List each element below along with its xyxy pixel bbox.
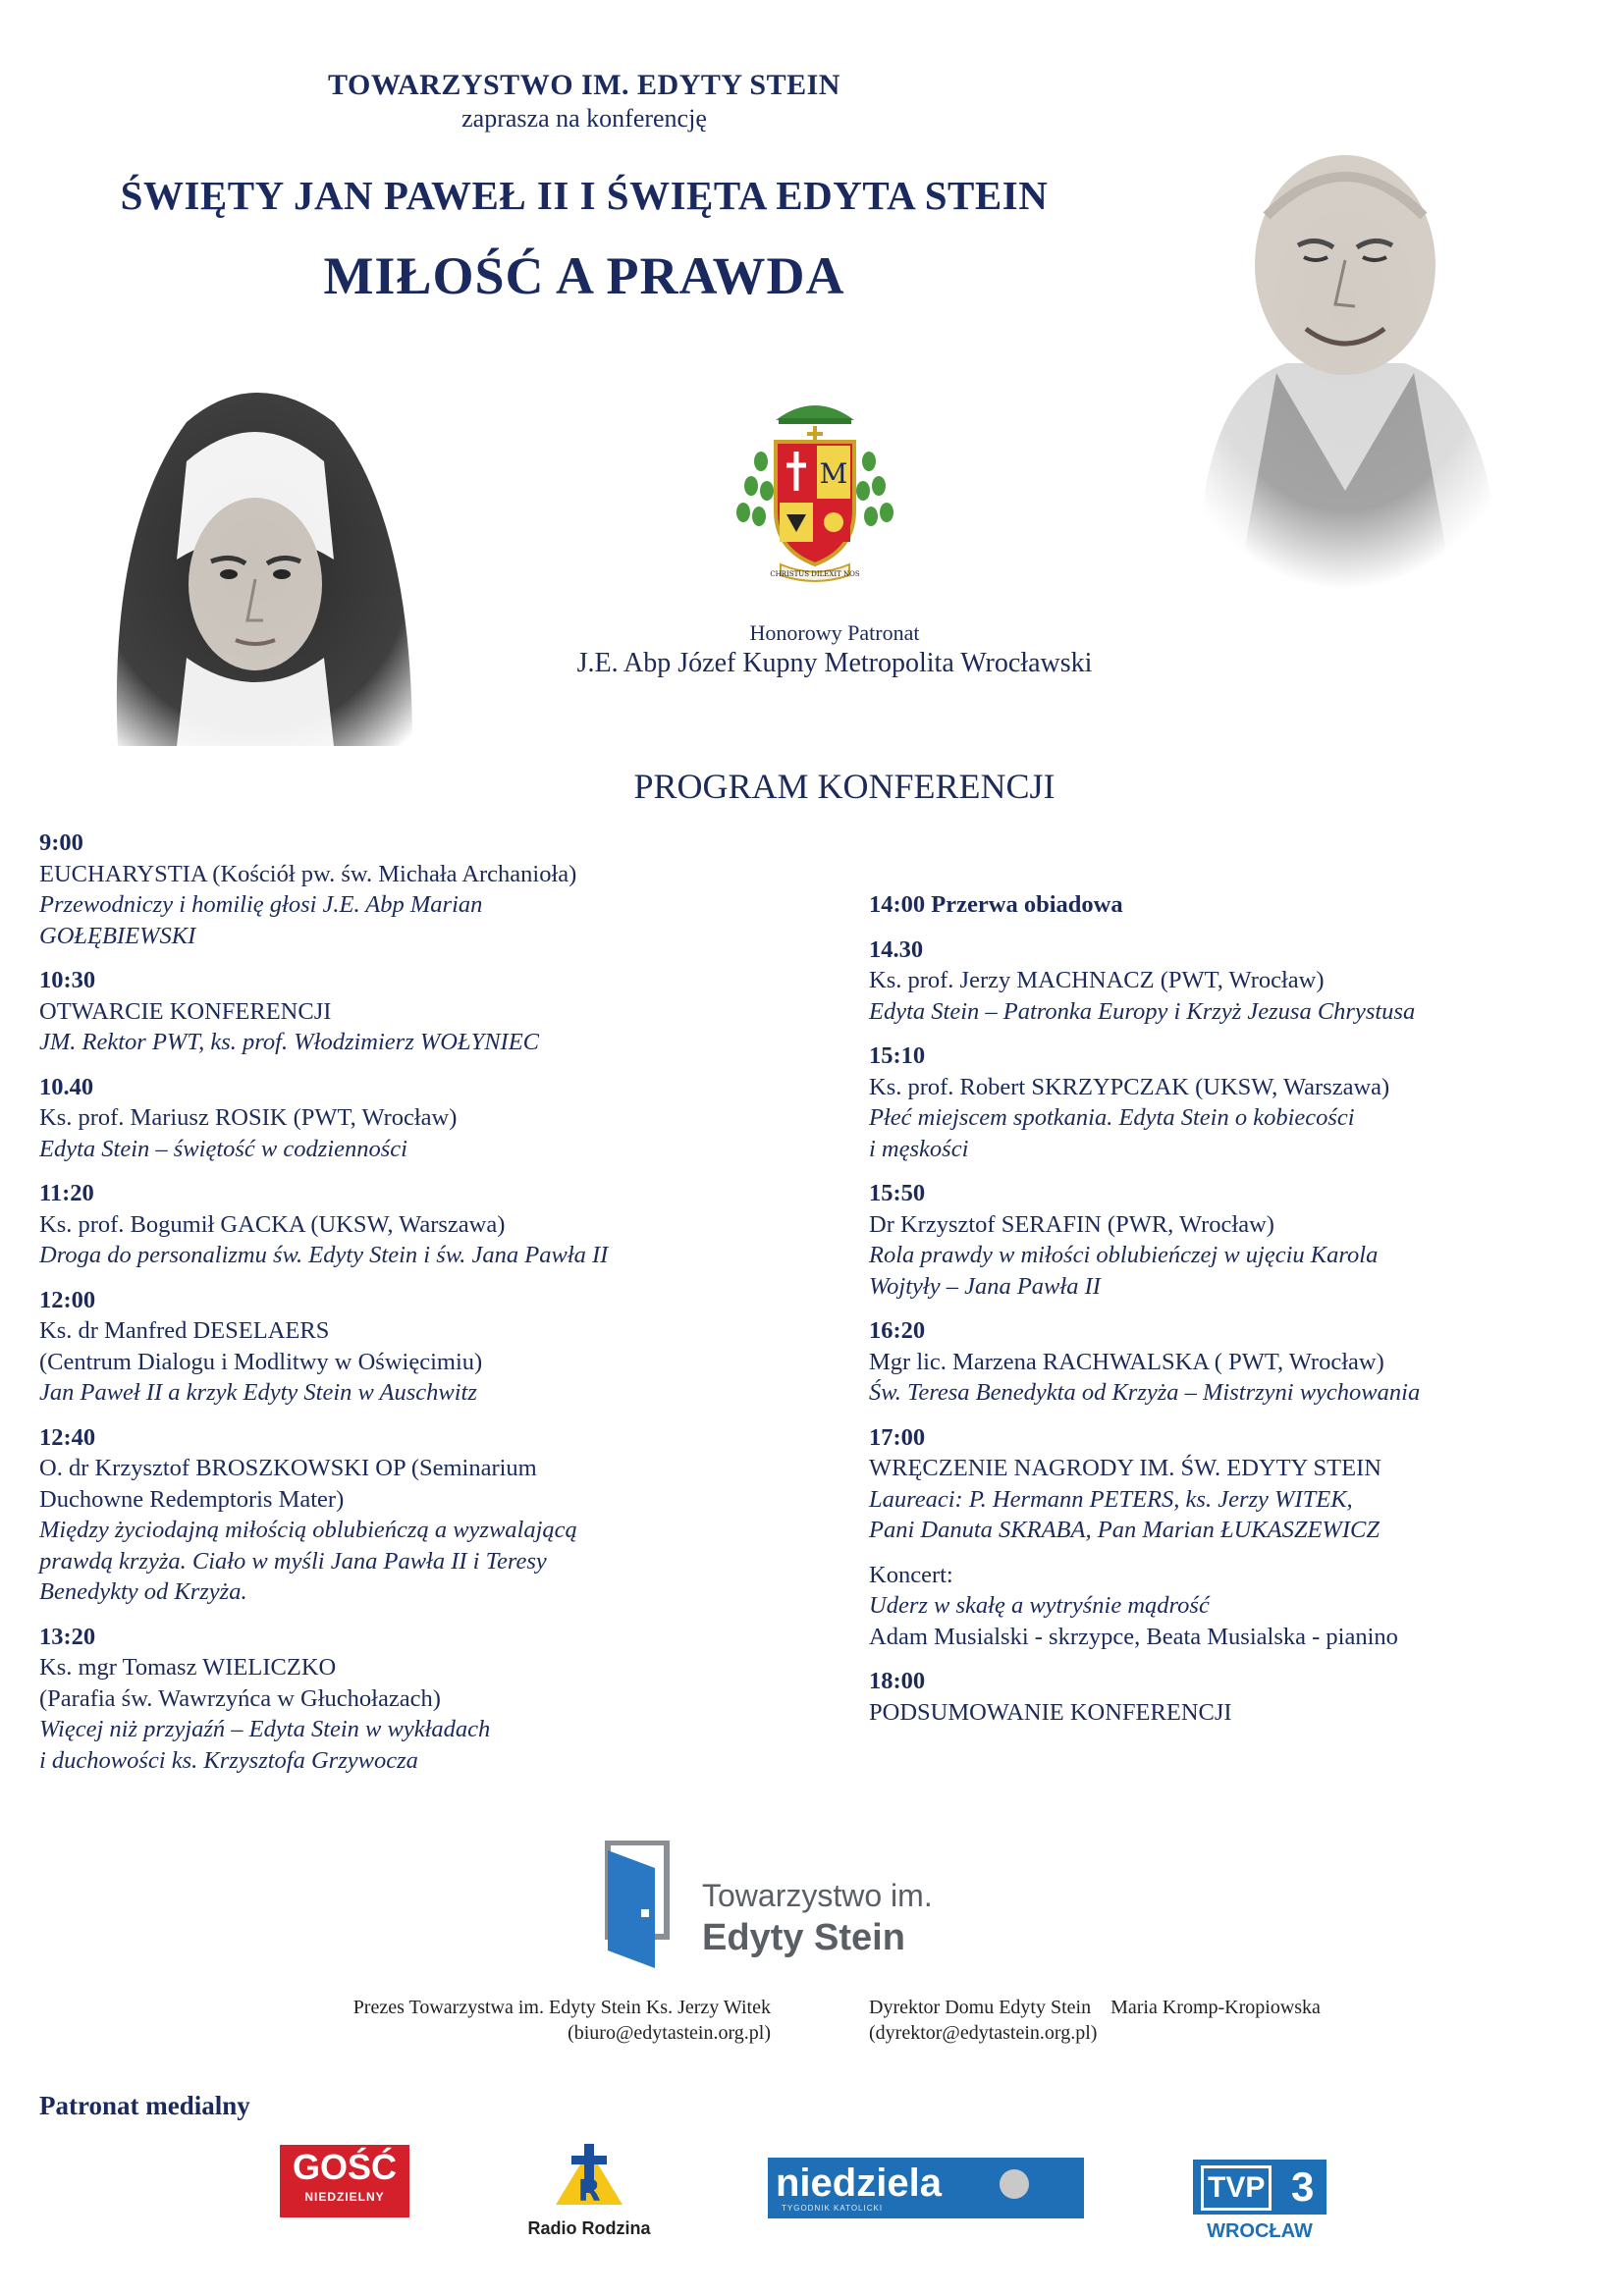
program-talk-title: Pani Danuta SKRABA, Pan Marian ŁUKASZEWICZ bbox=[869, 1517, 1380, 1543]
program-title: PROGRAM KONFERENCJI bbox=[633, 767, 1056, 806]
gosc-logo-bottom: NIEDZIELNY bbox=[304, 2190, 385, 2204]
conference-title: ŚWIĘTY JAN PAWEŁ II I ŚWIĘTA EDYTA STEIN bbox=[120, 173, 1049, 218]
program-item bbox=[869, 1666, 1615, 1728]
society-logo bbox=[604, 1841, 977, 1968]
program-talk-title: Wojtyły – Jana Pawła II bbox=[869, 1272, 1101, 1300]
program-time: 12:40 bbox=[39, 1423, 96, 1451]
program-time: 14:00 Przerwa obiadowa bbox=[869, 891, 1123, 918]
tvp3-badge bbox=[1193, 2160, 1326, 2215]
program-speaker: Duchowne Redemptoris Mater) bbox=[39, 1485, 345, 1513]
program-time: 15:50 bbox=[869, 1180, 926, 1206]
program-speaker: Ks. prof. Robert SKRZYPCZAK (UKSW, Warszawa) bbox=[869, 1073, 1390, 1100]
program-talk-title: i duchowości ks. Krzysztofa Grzywocza bbox=[39, 1746, 418, 1774]
program-talk-title: Edyta Stein – świętość w codzienności bbox=[39, 1135, 407, 1162]
media-patronage-label: Patronat medialny bbox=[39, 2091, 250, 2120]
program-talk-title: Uderz w skałę a wytryśnie mądrość bbox=[869, 1592, 1210, 1619]
program-speaker: (Centrum Dialogu i Modlitwy w Oświęcimiu) bbox=[39, 1348, 483, 1375]
gosc-logo-top: GOŚĆ bbox=[292, 2147, 397, 2187]
program-speaker: Ks. mgr Tomasz WIELICZKO bbox=[39, 1654, 337, 1681]
program-speaker: WRĘCZENIE NAGRODY IM. ŚW. EDYTY STEIN bbox=[869, 1455, 1381, 1481]
program-speaker: Koncert: bbox=[869, 1561, 953, 1588]
program-item bbox=[39, 1178, 844, 1271]
program-talk-title: Jan Paweł II a krzyk Edyty Stein w Auschwitz bbox=[39, 1379, 477, 1406]
tvp-number: 3 bbox=[1291, 2163, 1315, 2210]
contact-director bbox=[869, 1995, 1458, 2046]
program-talk-title: Przewodniczy i homilię głosi J.E. Abp Marian bbox=[39, 891, 483, 918]
tvp-text: TVP bbox=[1201, 2165, 1272, 2211]
program-time: 10:30 bbox=[39, 967, 96, 993]
program-time: 15:10 bbox=[869, 1042, 926, 1069]
program-item bbox=[869, 1041, 1615, 1164]
niedziela-logo-text: niedziela bbox=[776, 2162, 942, 2205]
coat-of-arms-icon bbox=[722, 393, 908, 589]
program-speaker: Dr Krzysztof SERAFIN (PWR, Wrocław) bbox=[869, 1210, 1274, 1238]
edith-stein-portrait bbox=[39, 334, 471, 805]
program-talk-title: Benedykty od Krzyża. bbox=[39, 1578, 247, 1605]
contact-president-email: (biuro@edytastein.org.pl) bbox=[568, 2022, 771, 2044]
program-time: 13:20 bbox=[39, 1623, 96, 1650]
program-time: 11:20 bbox=[39, 1180, 94, 1206]
radio-rodzina-label: Radio Rodzina bbox=[527, 2218, 651, 2238]
patronage-name: J.E. Abp Józef Kupny Metropolita Wrocławski bbox=[576, 648, 1093, 678]
gosc-niedzielny-logo bbox=[280, 2145, 409, 2217]
program-speaker: OTWARCIE KONFERENCJI bbox=[39, 997, 332, 1025]
program-item bbox=[39, 1622, 844, 1777]
program-talk-title: Więcej niż przyjaźń – Edyta Stein w wykładach bbox=[39, 1716, 491, 1742]
program-speaker: Ks. prof. Bogumił GACKA (UKSW, Warszawa) bbox=[39, 1210, 506, 1238]
program-speaker: Adam Musialski - skrzypce, Beata Musialska - pianino bbox=[869, 1623, 1398, 1650]
program-talk-title: Edyta Stein – Patronka Europy i Krzyż Jezusa Chrystusa bbox=[869, 997, 1416, 1025]
radio-rodzina-icon bbox=[552, 2140, 626, 2209]
program-talk-title: Św. Teresa Benedykta od Krzyża – Mistrzyni wychowania bbox=[869, 1379, 1421, 1406]
program-talk-title: i męskości bbox=[869, 1135, 969, 1162]
invite-text: zaprasza na konferencję bbox=[461, 104, 707, 133]
patronage-label: Honorowy Patronat bbox=[749, 620, 920, 645]
program-item bbox=[869, 889, 1615, 921]
program-item bbox=[39, 965, 844, 1058]
program-speaker: (Parafia św. Wawrzyńca w Głuchołazach) bbox=[39, 1684, 441, 1712]
program-time: 16:20 bbox=[869, 1317, 926, 1344]
program-talk-title: prawdą krzyża. Ciało w myśli Jana Pawła II i Teresy bbox=[39, 1547, 547, 1575]
program-item bbox=[39, 1072, 844, 1165]
program-time: 12:00 bbox=[39, 1286, 96, 1313]
program-item bbox=[39, 1422, 844, 1608]
niedziela-logo-sub: TYGODNIK KATOLICKI bbox=[782, 2204, 884, 2213]
contact-president bbox=[255, 1995, 771, 2046]
program-time: 14.30 bbox=[869, 935, 924, 963]
program-talk-title: GOŁĘBIEWSKI bbox=[39, 922, 196, 949]
john-paul-ii-portrait bbox=[1159, 79, 1532, 589]
coat-of-arms-motto: CHRISTUS DILEXIT NOS bbox=[770, 570, 860, 578]
program-item bbox=[869, 1422, 1615, 1546]
program-item bbox=[869, 1178, 1615, 1302]
conference-subtitle: MIŁOŚĆ A PRAWDA bbox=[323, 246, 845, 305]
program-speaker: EUCHARYSTIA (Kościół pw. św. Michała Archanioła) bbox=[39, 860, 577, 887]
program-talk-title: JM. Rektor PWT, ks. prof. Włodzimierz WOŁYNIEC bbox=[39, 1029, 540, 1055]
program-talk-title: Płeć miejscem spotkania. Edyta Stein o kobiecości bbox=[869, 1104, 1355, 1131]
door-logo-icon bbox=[604, 1841, 682, 1968]
contact-president-name: Prezes Towarzystwa im. Edyty Stein Ks. Jerzy Witek bbox=[352, 1997, 771, 2018]
program-item bbox=[869, 934, 1615, 1028]
program-time: 9:00 bbox=[39, 829, 83, 856]
radio-rodzina-logo bbox=[511, 2140, 668, 2248]
program-item bbox=[869, 1315, 1615, 1409]
program-time: 18:00 bbox=[869, 1668, 926, 1694]
program-speaker: Ks. prof. Jerzy MACHNACZ (PWT, Wrocław) bbox=[869, 967, 1325, 993]
program-talk-title: Między życiodajną miłością oblubieńczą a wyzwalającą bbox=[39, 1517, 577, 1543]
contact-director-email: (dyrektor@edytastein.org.pl) bbox=[869, 2022, 1098, 2044]
program-time: 17:00 bbox=[869, 1423, 926, 1451]
program-item bbox=[39, 1285, 844, 1409]
program-item bbox=[869, 1560, 1615, 1653]
organizer-name: TOWARZYSTWO IM. EDYTY STEIN bbox=[328, 69, 840, 101]
tvp-city: WROCŁAW bbox=[1207, 2220, 1313, 2242]
program-speaker: Mgr lic. Marzena RACHWALSKA ( PWT, Wrocław) bbox=[869, 1348, 1384, 1375]
society-logo-line2: Edyty Stein bbox=[702, 1917, 905, 1958]
program-right-column bbox=[869, 889, 1615, 1741]
program-time: 10.40 bbox=[39, 1073, 94, 1100]
program-item bbox=[39, 828, 844, 951]
program-talk-title: Droga do personalizmu św. Edyty Stein i św. Jana Pawła II bbox=[39, 1242, 609, 1268]
program-speaker: O. dr Krzysztof BROSZKOWSKI OP (Seminarium bbox=[39, 1455, 537, 1481]
contact-director-name: Dyrektor Domu Edyty Stein Maria Kromp-Kropiowska bbox=[869, 1997, 1321, 2018]
program-speaker: Ks. prof. Mariusz ROSIK (PWT, Wrocław) bbox=[39, 1104, 458, 1131]
program-talk-title: Laureaci: P. Hermann PETERS, ks. Jerzy WITEK, bbox=[869, 1485, 1353, 1513]
program-left-column bbox=[39, 828, 844, 1789]
niedziela-globe-icon bbox=[1000, 2169, 1029, 2199]
tvp3-logo bbox=[1191, 2160, 1328, 2248]
program-talk-title: Rola prawdy w miłości oblubieńczej w ujęciu Karola bbox=[869, 1242, 1379, 1268]
svg-text:M: M bbox=[819, 457, 848, 490]
program-speaker: Ks. dr Manfred DESELAERS bbox=[39, 1317, 330, 1344]
society-logo-line1: Towarzystwo im. bbox=[702, 1878, 933, 1913]
program-speaker: PODSUMOWANIE KONFERENCJI bbox=[869, 1698, 1232, 1726]
niedziela-logo bbox=[768, 2158, 1084, 2218]
svg-text:R: R bbox=[577, 2174, 601, 2209]
